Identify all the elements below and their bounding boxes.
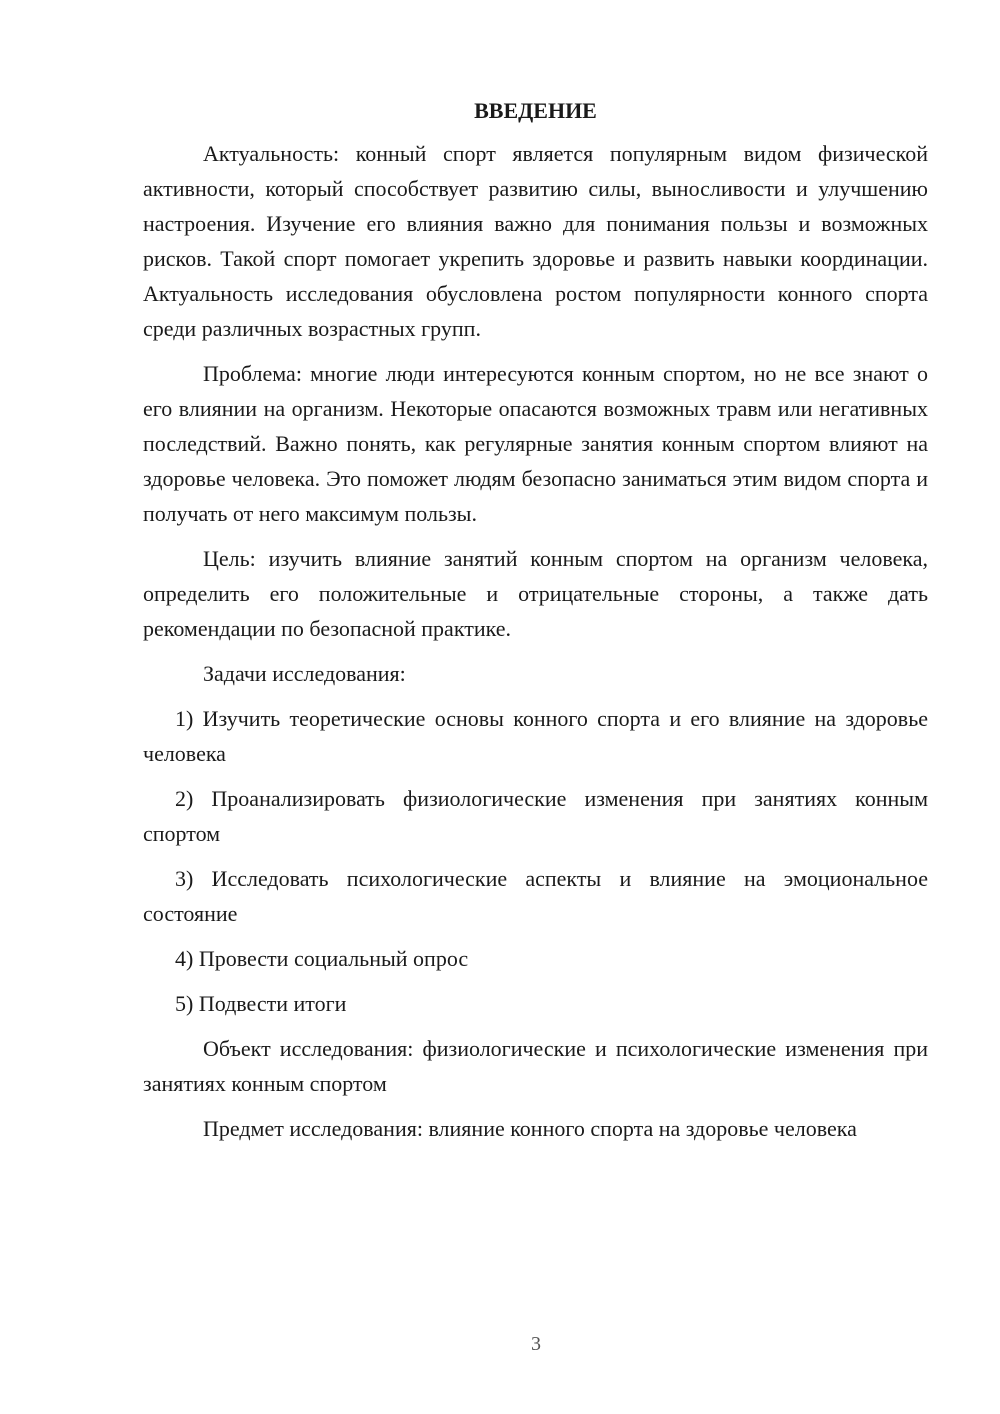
subject-paragraph: Предмет исследования: влияние конного спорта на здоровье человека bbox=[203, 1116, 857, 1141]
page-content bbox=[143, 93, 928, 1156]
task-item-1: 1) Изучить теоретические основы конного спорта и его влияние на здоровье человека bbox=[143, 706, 928, 766]
task-item-4: 4) Провести социальный опрос bbox=[175, 946, 469, 971]
relevance-paragraph: Актуальность: конный спорт является популярным видом физической активности, который способствует развитию силы, выносливости и улучшению настроения. Изучение его влияния важно для понимания пользы и возможных рисков. Такой спорт помогает укрепить здоровье и развить навыки координации. Актуальность исследования обусловлена ростом популярности конного спорта среди различных возрастных групп. bbox=[143, 141, 928, 341]
goal-paragraph: Цель: изучить влияние занятий конным спортом на организм человека, определить его положительные и отрицательные стороны, а также дать рекомендации по безопасной практике. bbox=[143, 546, 928, 641]
task-item-3: 3) Исследовать психологические аспекты и влияние на эмоциональное состояние bbox=[143, 866, 928, 926]
object-paragraph: Объект исследования: физиологические и психологические изменения при занятиях конным спортом bbox=[143, 1036, 928, 1096]
problem-paragraph: Проблема: многие люди интересуются конным спортом, но не все знают о его влиянии на организм. Некоторые опасаются возможных травм или негативных последствий. Важно понять, как регулярные занятия конным спортом влияют на здоровье человека. Это поможет людям безопасно заниматься этим видом спорта и получать от него максимум пользы. bbox=[143, 361, 928, 526]
task-item-2: 2) Проанализировать физиологические изменения при занятиях конным спортом bbox=[143, 786, 928, 846]
task-item-5: 5) Подвести итоги bbox=[175, 991, 347, 1016]
tasks-list bbox=[143, 701, 928, 1021]
section-title: ВВЕДЕНИЕ bbox=[474, 98, 597, 123]
tasks-heading: Задачи исследования: bbox=[203, 661, 406, 686]
page-number: 3 bbox=[531, 1333, 541, 1355]
